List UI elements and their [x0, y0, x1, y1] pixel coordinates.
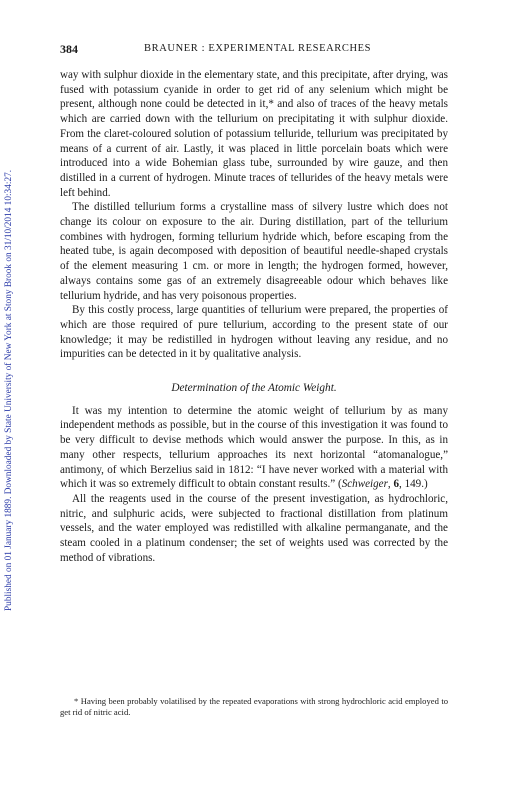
paragraph-reagents: All the reagents used in the course of the present investigation, as hydrochloric, nitric, and sulphuric acids, were subjected to fractional distillation from platinum vessels, and the water employed was redistilled with alkaline permanganate, and the steam cooled in a platinum condenser; the set of weights used was corrected by the method of vibrations. [60, 492, 448, 564]
paragraph-distilled-tellurium: The distilled tellurium forms a crystalline mass of silvery lustre which does not change its colour on exposure to the air. During distillation, part of the tellurium combines with hydrogen, forming tellurium hydride which, before escaping from the heated tube, is again decomposed with deposition of beautiful needle-shaped crystals of the element measuring 1 cm. or more in length; the hydrogen formed, however, always contains some gas of an extremely disagreeable odour which behaves like tellurium hydride, and has very poisonous properties. [60, 201, 448, 302]
page-number: 384 [60, 42, 78, 56]
paragraph-continued: way with sulphur dioxide in the elementary state, and this precipitate, after drying, was fused with potassium cyanide in order to get rid of any selenium which might be present, although none could be detected in it,* and also of traces of the heavy metals which are carried down with the tellurium on precipitating it with sulphur dioxide. From the claret-coloured solution of potassium telluride, tellurium was precipitated by means of a current of air. Lastly, it was placed in little porcelain boats which were introduced into a wide Bohemian glass tube, surrounded by wire gauze, and then distilled in a current of hydrogen. Minute traces of tellurides of the heavy metals were left behind. [60, 69, 448, 199]
download-provenance-note: Published on 01 January 1889. Downloaded by State University of New York at Stony Brook on 31/10/2014 10:34:27. [4, 169, 14, 611]
citation-volume: 6 [393, 478, 400, 491]
section-heading: Determination of the Atomic Weight. [171, 382, 337, 395]
citation-separator: , [387, 478, 394, 491]
paragraph-intention-text: It was my intention to determine the atomic weight of tellurium by as many independent methods as possible, but in the course of this investigation it was found to be very difficult to devise methods which would answer the purpose. In this, as in many other respects, tellurium approaches its next horizontal “atomanalogue,” antimony, of which Berzelius said in 1812: “I have never worked with a material with which it was so extremely difficult to obtain constant results.” ( [60, 404, 448, 491]
citation-page: , 149.) [399, 478, 428, 491]
running-head: BRAUNER : EXPERIMENTAL RESEARCHES [144, 43, 372, 54]
paragraph-intention [60, 404, 448, 492]
footnote: * Having been probably volatilised by the repeated evaporations with strong hydrochloric acid employed to get rid of nitric acid. [60, 696, 448, 718]
article-body [60, 68, 448, 566]
page-header [60, 42, 448, 56]
paragraph-costly-process: By this costly process, large quantities of tellurium were prepared, the properties of which are those required of pure tellurium, according to the present state of our knowledge; it may be redistilled in hydrogen without leaving any residue, and no impurities can be detected in it by qualitative analysis. [60, 304, 448, 361]
citation-journal: Schweiger [341, 478, 388, 491]
